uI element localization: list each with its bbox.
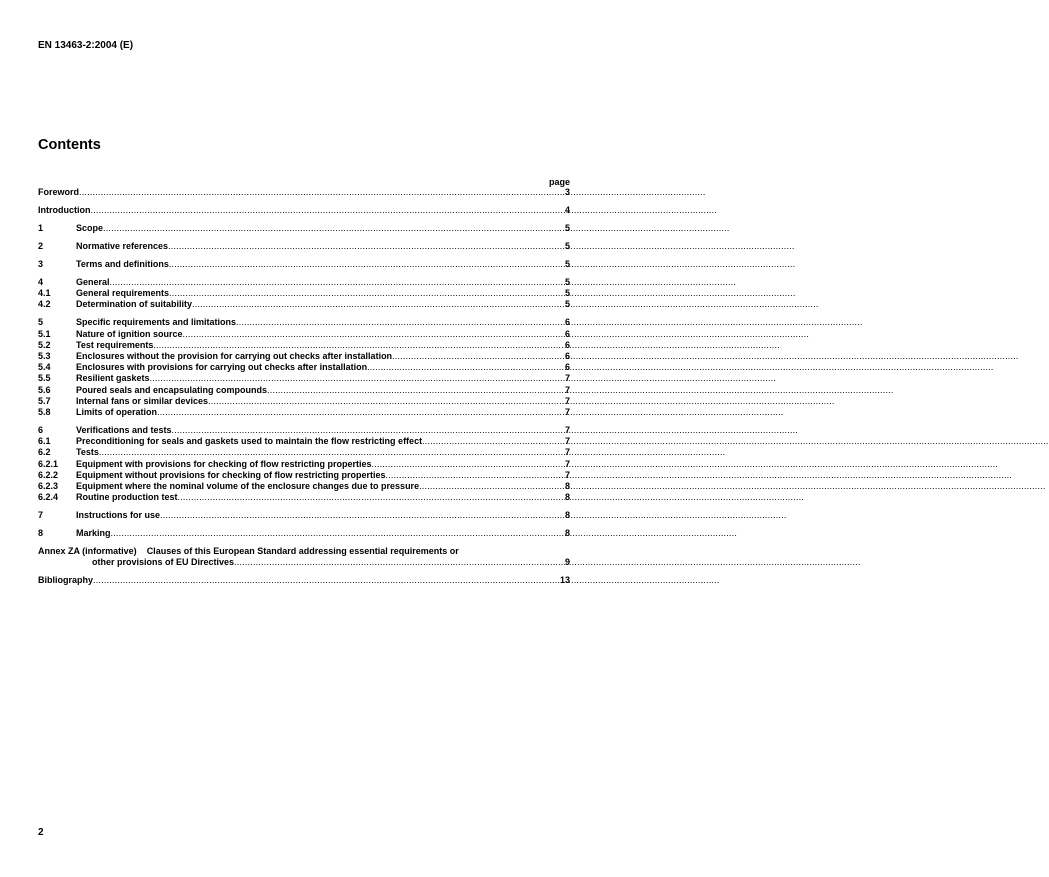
- toc-entry-text: Preconditioning for seals and gaskets used to maintain the flow restricting effect: [76, 436, 423, 447]
- dot-leader: [422, 436, 565, 447]
- toc-entry-number: 5.1: [38, 328, 51, 339]
- toc-entry[interactable]: [38, 492, 570, 503]
- toc-entry[interactable]: [38, 396, 570, 407]
- dot-leader: [169, 259, 565, 270]
- toc-entry-number: 6.2.3: [38, 481, 59, 492]
- dot-leader: [110, 277, 565, 288]
- toc-entry-page: 6: [564, 362, 570, 373]
- dot-leader: [103, 223, 565, 234]
- toc-entry[interactable]: [38, 373, 570, 384]
- annex-label: Annex ZA (informative): [38, 546, 137, 557]
- toc-entry-text: Terms and definitions: [76, 259, 169, 269]
- toc-entry-text: Instructions for use: [76, 510, 161, 521]
- dot-leader: [153, 340, 565, 351]
- dot-leader: [234, 557, 565, 568]
- toc-entry-text: General requirements: [76, 288, 170, 299]
- dot-leader: [160, 510, 565, 521]
- toc-entry-number: 5: [38, 317, 44, 328]
- toc-entry-number: 4.1: [38, 288, 51, 299]
- toc-entry[interactable]: [38, 205, 570, 216]
- toc-entry-text: Routine production test: [76, 492, 178, 503]
- dot-leader: [372, 459, 565, 470]
- toc-entry[interactable]: [38, 299, 570, 310]
- toc-entry-text: Verifications and tests: [76, 425, 172, 436]
- toc-entry-page: 6: [564, 317, 570, 328]
- toc-entry-number: 4.2: [38, 299, 51, 310]
- dot-leader: [192, 299, 565, 310]
- toc-entry-page: 7: [564, 425, 570, 436]
- page-number: 2: [38, 827, 44, 838]
- toc-entry[interactable]: [38, 459, 570, 470]
- toc-entry-number: 5.6: [38, 384, 51, 395]
- toc-entry[interactable]: [38, 241, 570, 252]
- toc-entry-text: Resilient gaskets: [76, 373, 150, 384]
- toc-entry-page: 8: [564, 510, 570, 521]
- dot-leader: [419, 481, 565, 492]
- toc-entry-number: 4: [38, 277, 44, 287]
- toc-entry-text: Introduction: [38, 205, 91, 215]
- toc-entry[interactable]: [38, 385, 570, 396]
- toc-annex-entry[interactable]: [38, 557, 570, 568]
- toc-entry-page: 6: [564, 339, 570, 350]
- toc-entry-number: 2: [38, 241, 44, 251]
- toc-entry-page: 5: [564, 241, 570, 251]
- toc-entry-text: Enclosures with provisions for carrying out checks after installation: [76, 362, 368, 373]
- toc-entry-text: Limits of operation: [76, 407, 157, 418]
- toc-entry[interactable]: [38, 510, 570, 521]
- toc-entry[interactable]: [38, 277, 570, 288]
- page-column-label: page: [548, 177, 570, 187]
- toc-entry-text: General: [76, 277, 110, 287]
- toc-entry-text: Scope: [76, 223, 104, 233]
- toc-entry-page: 7: [564, 384, 570, 395]
- dot-leader: [178, 492, 565, 503]
- dot-leader: [157, 407, 565, 418]
- toc-entry[interactable]: [38, 288, 570, 299]
- toc-entry[interactable]: [38, 187, 570, 198]
- toc-entry[interactable]: [38, 317, 570, 328]
- toc-entry-text: Equipment with provisions for checking of flow restricting properties: [76, 458, 372, 469]
- toc-entry[interactable]: [38, 259, 570, 270]
- toc-entry[interactable]: [38, 470, 570, 481]
- dot-leader: [150, 373, 565, 384]
- dot-leader: [392, 351, 565, 362]
- dot-leader: [79, 187, 565, 198]
- toc-entry-page: 3: [564, 187, 570, 197]
- toc-entry-number: 7: [38, 510, 44, 521]
- toc-entry-page: 7: [564, 469, 570, 480]
- table-of-contents: [38, 187, 570, 587]
- dot-leader: [168, 241, 565, 252]
- toc-entry-text: Equipment where the nominal volume of the enclosure changes due to pressure: [76, 481, 420, 492]
- toc-entry-number: 3: [38, 259, 44, 269]
- toc-entry-text: Test requirements: [76, 339, 154, 350]
- dot-leader: [111, 528, 565, 539]
- toc-entry-number: 1: [38, 223, 44, 233]
- toc-entry-text: Tests: [76, 447, 99, 458]
- toc-entry-number: 5.7: [38, 395, 51, 406]
- toc-entry-page: 5: [564, 223, 570, 233]
- toc-entry[interactable]: [38, 329, 570, 340]
- toc-entry-page: 8: [564, 481, 570, 492]
- toc-entry[interactable]: [38, 447, 570, 458]
- toc-entry[interactable]: [38, 481, 570, 492]
- toc-entry-page: 7: [564, 395, 570, 406]
- page-title: Contents: [38, 137, 101, 153]
- annex-title-line1: Clauses of this European Standard addressing essential requirements or: [146, 546, 459, 557]
- toc-entry-page: 8: [564, 528, 570, 539]
- toc-entry-number: 6.1: [38, 436, 51, 447]
- toc-entry-page: 5: [564, 288, 570, 299]
- toc-entry[interactable]: [38, 362, 570, 373]
- toc-entry-page: 7: [564, 373, 570, 384]
- dot-leader: [367, 362, 565, 373]
- toc-entry-text: Foreword: [38, 187, 80, 197]
- document-id: EN 13463-2:2004 (E): [38, 40, 134, 51]
- annex-page: 9: [564, 557, 570, 568]
- toc-entry-text: Marking: [76, 528, 111, 539]
- toc-entry[interactable]: [38, 223, 570, 234]
- toc-entry-page: 7: [564, 407, 570, 418]
- dot-leader: [99, 447, 565, 458]
- toc-entry-page: 8: [564, 492, 570, 503]
- toc-entry-text: Normative references: [76, 241, 169, 251]
- toc-entry-number: 8: [38, 528, 44, 539]
- dot-leader: [267, 385, 565, 396]
- toc-entry-number: 6.2.4: [38, 492, 59, 503]
- toc-entry[interactable]: [38, 407, 570, 418]
- toc-entry-text: Enclosures without the provision for carrying out checks after installation: [76, 351, 393, 362]
- toc-entry-number: 5.4: [38, 362, 51, 373]
- toc-entry-text: Equipment without provisions for checking of flow restricting properties: [76, 469, 386, 480]
- toc-entry-page: 4: [564, 205, 570, 215]
- toc-entry[interactable]: [38, 340, 570, 351]
- dot-leader: [183, 329, 565, 340]
- toc-entry-number: 6.2.2: [38, 469, 59, 480]
- toc-annex-heading[interactable]: [38, 546, 570, 557]
- toc-entry[interactable]: [38, 436, 570, 447]
- toc-entry-number: 5.8: [38, 407, 51, 418]
- dot-leader: [172, 425, 565, 436]
- toc-entry[interactable]: [38, 425, 570, 436]
- toc-entry-number: 5.5: [38, 373, 51, 384]
- dot-leader: [236, 317, 565, 328]
- toc-entry[interactable]: [38, 351, 570, 362]
- dot-leader: [91, 205, 565, 216]
- toc-entry-page: 5: [564, 299, 570, 310]
- toc-entry-number: 5.3: [38, 351, 51, 362]
- dot-leader: [208, 396, 565, 407]
- toc-entry-page: 6: [564, 351, 570, 362]
- toc-entry-number: 6: [38, 425, 44, 436]
- dot-leader: [169, 288, 565, 299]
- toc-bibliography-entry[interactable]: [38, 575, 570, 586]
- bibliography-page: 13: [559, 575, 570, 586]
- dot-leader: [93, 575, 560, 586]
- toc-entry-page: 5: [564, 277, 570, 287]
- toc-entry-page: 6: [564, 328, 570, 339]
- toc-entry-page: 7: [564, 447, 570, 458]
- toc-entry-page: 7: [564, 436, 570, 447]
- bibliography-text: Bibliography: [38, 575, 94, 586]
- toc-entry-text: Poured seals and encapsulating compounds: [76, 384, 268, 395]
- toc-entry[interactable]: [38, 528, 570, 539]
- toc-entry-number: 5.2: [38, 339, 51, 350]
- toc-entry-page: 7: [564, 458, 570, 469]
- toc-entry-text: Specific requirements and limitations: [76, 317, 237, 328]
- toc-entry-page: 5: [564, 259, 570, 269]
- toc-entry-text: Determination of suitability: [76, 299, 193, 310]
- toc-entry-text: Internal fans or similar devices: [76, 395, 209, 406]
- toc-entry-number: 6.2: [38, 447, 51, 458]
- annex-title-line2: other provisions of EU Directives: [92, 557, 235, 568]
- toc-entry-text: Nature of ignition source: [76, 328, 183, 339]
- dot-leader: [386, 470, 565, 481]
- toc-entry-number: 6.2.1: [38, 458, 59, 469]
